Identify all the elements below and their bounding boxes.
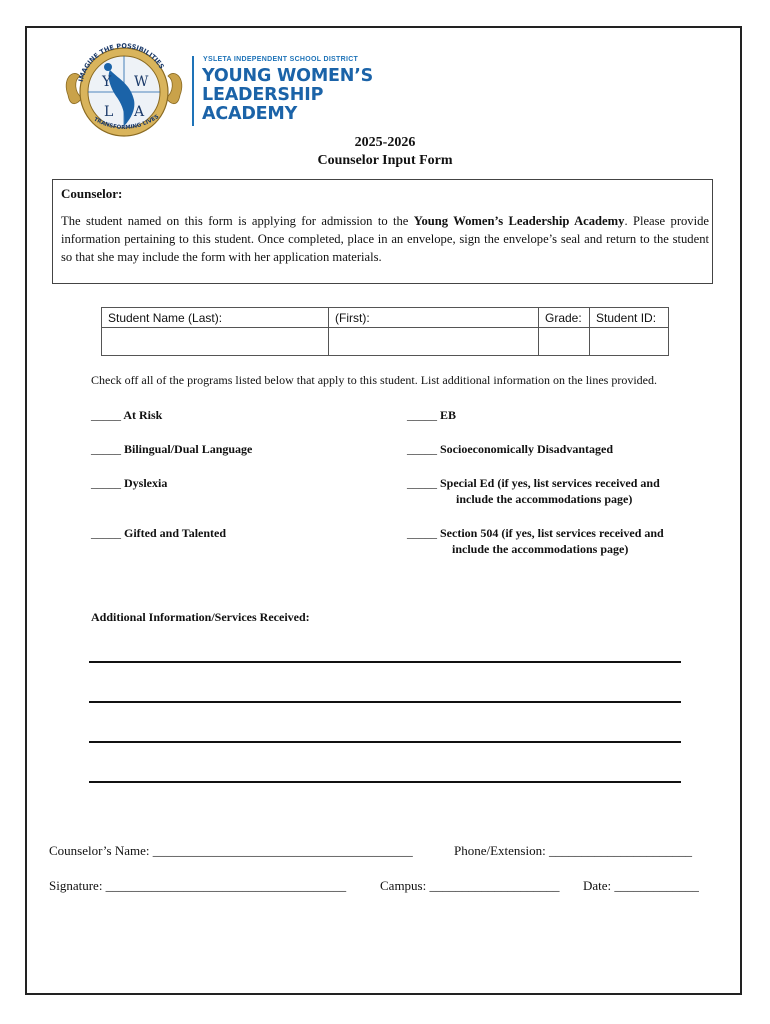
header-student-id: Student ID: <box>590 308 669 328</box>
checkoff-blank: _____ <box>91 408 121 422</box>
logo-letter-w: W <box>134 74 149 90</box>
additional-info-line-2[interactable] <box>89 701 681 703</box>
first-name-field[interactable] <box>329 328 539 356</box>
logo-district-name: YSLETA INDEPENDENT SCHOOL DISTRICT <box>203 56 359 63</box>
phone-extension-field[interactable]: Phone/Extension: ______________________ <box>454 843 692 858</box>
checkoff-blank: _____ <box>407 526 437 540</box>
student-id-field[interactable] <box>590 328 669 356</box>
logo-title-line-2: LEADERSHIP <box>202 85 324 105</box>
program-label: Bilingual/Dual Language <box>124 442 253 456</box>
checkoff-blank: _____ <box>407 442 437 456</box>
checkoff-blank: _____ <box>91 442 121 456</box>
academy-name-bold: Young Women’s Leadership Academy <box>413 214 625 228</box>
counselor-text-before: The student named on this form is applying for admission to the <box>61 214 414 228</box>
program-label: Dyslexia <box>124 476 168 490</box>
counselor-instructions-text <box>61 212 709 266</box>
program-bilingual[interactable] <box>91 441 252 457</box>
grade-field[interactable] <box>539 328 590 356</box>
counselor-text-after: . Please provide information pertaining to this student. Once completed, place in an envelope, sign the envelope’s seal and return to the student so that she may include the form with her application materials. <box>61 214 709 264</box>
logo-ribbon-bottom: TRANSFORMING LIVES <box>92 113 161 132</box>
program-socioeconomic[interactable] <box>407 441 613 457</box>
program-eb[interactable] <box>407 407 456 423</box>
logo-title-line-3: ACADEMY <box>202 104 298 124</box>
date-field[interactable]: Date: _____________ <box>583 878 699 893</box>
program-instructions: Check off all of the programs listed below that apply to this student. List additional information on the lines provided. <box>91 373 658 387</box>
form-title: Counselor Input Form <box>317 153 453 168</box>
checkoff-blank: _____ <box>407 408 437 422</box>
program-label: EB <box>440 408 457 422</box>
program-section-504[interactable] <box>407 525 664 557</box>
header-first-name: (First): <box>329 308 539 328</box>
campus-field[interactable]: Campus: ____________________ <box>380 878 560 893</box>
program-gifted[interactable] <box>91 525 226 541</box>
additional-info-line-3[interactable] <box>89 741 681 743</box>
last-name-field[interactable] <box>102 328 329 356</box>
additional-info-line-4[interactable] <box>89 781 681 783</box>
counselor-heading: Counselor: <box>61 186 123 201</box>
program-label-continued: include the accommodations page) <box>452 542 629 556</box>
additional-info-line-1[interactable] <box>89 661 681 663</box>
program-label: At Risk <box>123 408 163 422</box>
checkoff-blank: _____ <box>91 476 121 490</box>
checkoff-blank: _____ <box>91 526 121 540</box>
student-table-header-row <box>102 308 669 328</box>
program-label: Section 504 (if yes, list services received and <box>440 526 664 540</box>
program-label: Gifted and Talented <box>124 526 227 540</box>
signature-field[interactable]: Signature: _____________________________________ <box>49 878 347 893</box>
header-grade: Grade: <box>539 308 590 328</box>
ywla-logo-emblem <box>60 40 188 140</box>
program-special-ed[interactable] <box>407 475 660 507</box>
student-info-table <box>101 307 669 356</box>
logo-letter-l: L <box>104 104 114 120</box>
logo-letter-a: A <box>134 104 145 120</box>
additional-info-label: Additional Information/Services Received: <box>91 610 310 624</box>
program-label: Socioeconomically Disadvantaged <box>440 442 613 456</box>
counselor-name-field[interactable]: Counselor’s Name: ________________________________________ <box>49 843 413 858</box>
checkoff-blank: _____ <box>407 476 437 490</box>
program-label: Special Ed (if yes, list services received and <box>440 476 660 490</box>
logo-divider <box>192 56 194 126</box>
program-at-risk[interactable] <box>91 407 162 423</box>
header-last-name: Student Name (Last): <box>102 308 329 328</box>
program-dyslexia[interactable] <box>91 475 167 491</box>
logo-ribbon-top: IMAGINE THE POSSIBILITIES <box>76 41 166 83</box>
form-year: 2025-2026 <box>354 135 416 150</box>
logo-title-line-1: YOUNG WOMEN’S <box>202 66 374 86</box>
student-table-input-row <box>102 328 669 356</box>
logo-letter-y: Y <box>102 74 112 90</box>
program-label-continued: include the accommodations page) <box>456 492 633 506</box>
